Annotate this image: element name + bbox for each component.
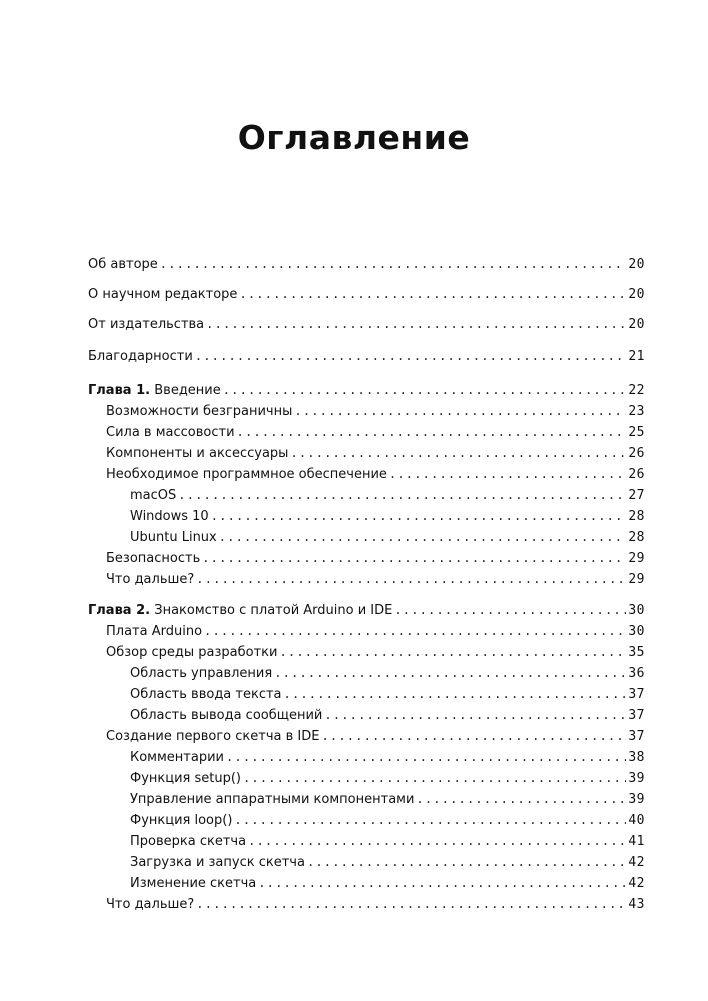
toc-entry[interactable] (130, 747, 645, 767)
toc-leader-dots (290, 443, 626, 463)
toc-page-number: 39 (628, 792, 645, 807)
toc-page-number: 20 (628, 257, 645, 272)
toc-leader-dots (211, 506, 627, 526)
toc-page-number: 20 (628, 287, 645, 302)
toc-leader-dots (284, 684, 627, 704)
toc-page-number: 25 (628, 425, 645, 440)
toc-leader-dots (202, 548, 626, 568)
toc-entry-label: Плата Arduino (106, 624, 203, 639)
toc-leader-dots (237, 422, 627, 442)
toc-entry[interactable] (106, 569, 645, 589)
toc-leader-dots (239, 284, 626, 304)
toc-entry-label: Глава 1. Введение (88, 383, 221, 398)
toc-leader-dots (279, 642, 626, 662)
toc-page-number: 37 (628, 708, 645, 723)
toc-page-number: 40 (628, 813, 645, 828)
toc-entry-label: Управление аппаратными компонентами (130, 792, 415, 807)
toc-entry[interactable] (130, 705, 645, 725)
toc-leader-dots (321, 726, 626, 746)
toc-chapter-entry[interactable] (88, 600, 645, 620)
toc-leader-dots (248, 831, 626, 851)
toc-leader-dots (196, 569, 626, 589)
toc-leader-dots (160, 254, 627, 274)
toc-leader-dots (416, 789, 626, 809)
toc-page-number: 38 (628, 750, 645, 765)
toc-page-number: 37 (628, 687, 645, 702)
toc-entry[interactable] (130, 684, 645, 704)
toc-page-number: 23 (628, 404, 645, 419)
toc-page-number: 42 (628, 876, 645, 891)
toc-entry-label: Область ввода текста (130, 687, 282, 702)
toc-entry-label: Что дальше? (106, 572, 195, 587)
toc-page-number: 29 (628, 572, 645, 587)
toc-entry-label: Глава 2. Знакомство с платой Arduino и IDE (88, 603, 393, 618)
toc-entry-label: macOS (130, 488, 177, 503)
toc-entry-label: Компоненты и аксессуары (106, 446, 289, 461)
toc-entry-label: О научном редакторе (88, 287, 238, 302)
toc-leader-dots (389, 464, 626, 484)
toc-entry-label: Безопасность (106, 551, 201, 566)
toc-leader-dots (294, 401, 626, 421)
toc-entry[interactable] (130, 768, 645, 788)
toc-page-number: 35 (628, 645, 645, 660)
toc-leader-dots (206, 314, 626, 334)
toc-entry[interactable] (106, 726, 645, 746)
toc-leader-dots (324, 705, 626, 725)
toc-entry[interactable] (130, 831, 645, 851)
toc-entry-label: Функция loop() (130, 813, 233, 828)
toc-entry[interactable] (130, 485, 645, 505)
toc-page-number: 30 (628, 624, 645, 639)
toc-entry[interactable] (130, 527, 645, 547)
toc-entry[interactable] (106, 548, 645, 568)
toc-page-number: 42 (628, 855, 645, 870)
toc-entry-label: Возможности безграничны (106, 404, 293, 419)
toc-entry-label: Загрузка и запуск скетча (130, 855, 305, 870)
toc-page-number: 30 (628, 603, 645, 618)
toc-leader-dots (196, 894, 626, 914)
toc-leader-dots (226, 747, 626, 767)
toc-entry[interactable] (130, 663, 645, 683)
toc-leader-dots (307, 852, 626, 872)
toc-entry[interactable] (130, 789, 645, 809)
toc-leader-dots (394, 600, 626, 620)
toc-entry[interactable] (106, 401, 645, 421)
toc-entry-label: Область управления (130, 666, 273, 681)
toc-page-number: 43 (628, 897, 645, 912)
toc-page-number: 21 (628, 349, 645, 364)
toc-page-number: 28 (628, 509, 645, 524)
toc-entry-label: Создание первого скетча в IDE (106, 729, 320, 744)
toc-entry[interactable] (130, 810, 645, 830)
toc-entry-label: Функция setup() (130, 771, 241, 786)
toc-entry[interactable] (106, 443, 645, 463)
toc-leader-dots (223, 380, 627, 400)
toc-page-number: 28 (628, 530, 645, 545)
toc-page-number: 36 (628, 666, 645, 681)
toc-page-number: 27 (628, 488, 645, 503)
toc-page-number: 22 (628, 383, 645, 398)
toc-entry[interactable] (88, 346, 645, 366)
toc-leader-dots (234, 810, 626, 830)
toc-entry[interactable] (106, 621, 645, 641)
toc-entry[interactable] (130, 506, 645, 526)
toc-page-number: 26 (628, 446, 645, 461)
toc-entry-label: Комментарии (130, 750, 224, 765)
toc-page-number: 39 (628, 771, 645, 786)
toc-entry[interactable] (106, 642, 645, 662)
toc-entry[interactable] (106, 464, 645, 484)
toc-page-number: 20 (628, 317, 645, 332)
toc-entry-label: Благодарности (88, 349, 193, 364)
page-title: Оглавление (237, 118, 471, 157)
toc-leader-dots (204, 621, 626, 641)
toc-entry[interactable] (130, 852, 645, 872)
toc-entry[interactable] (106, 894, 645, 914)
toc-entry[interactable] (106, 422, 645, 442)
toc-leader-dots (178, 485, 626, 505)
toc-leader-dots (258, 873, 626, 893)
toc-entry-label: Что дальше? (106, 897, 195, 912)
toc-leader-dots (195, 346, 627, 366)
toc-leader-dots (219, 527, 627, 547)
toc-page-number: 37 (628, 729, 645, 744)
toc-entry-label: Об авторе (88, 257, 158, 272)
toc-entry[interactable] (88, 314, 645, 334)
toc-entry-label: Необходимое программное обеспечение (106, 467, 387, 482)
toc-entry-label: Windows 10 (130, 509, 209, 524)
toc-entry[interactable] (130, 873, 645, 893)
toc-entry[interactable] (88, 284, 645, 304)
toc-leader-dots (274, 663, 626, 683)
toc-entry-label: Область вывода сообщений (130, 708, 323, 723)
toc-entry[interactable] (88, 254, 645, 274)
toc-entry-label: Ubuntu Linux (130, 530, 217, 545)
chapter-prefix: Глава 2. (88, 603, 151, 618)
toc-entry-label: От издательства (88, 317, 205, 332)
toc-chapter-entry[interactable] (88, 380, 645, 400)
toc-page-number: 26 (628, 467, 645, 482)
chapter-prefix: Глава 1. (88, 383, 151, 398)
toc-entry-label: Изменение скетча (130, 876, 257, 891)
toc-entry-label: Обзор среды разработки (106, 645, 278, 660)
toc-entry-label: Проверка скетча (130, 834, 247, 849)
toc-entry-label: Сила в массовости (106, 425, 235, 440)
toc-page-number: 41 (628, 834, 645, 849)
toc-page-number: 29 (628, 551, 645, 566)
toc-leader-dots (243, 768, 626, 788)
